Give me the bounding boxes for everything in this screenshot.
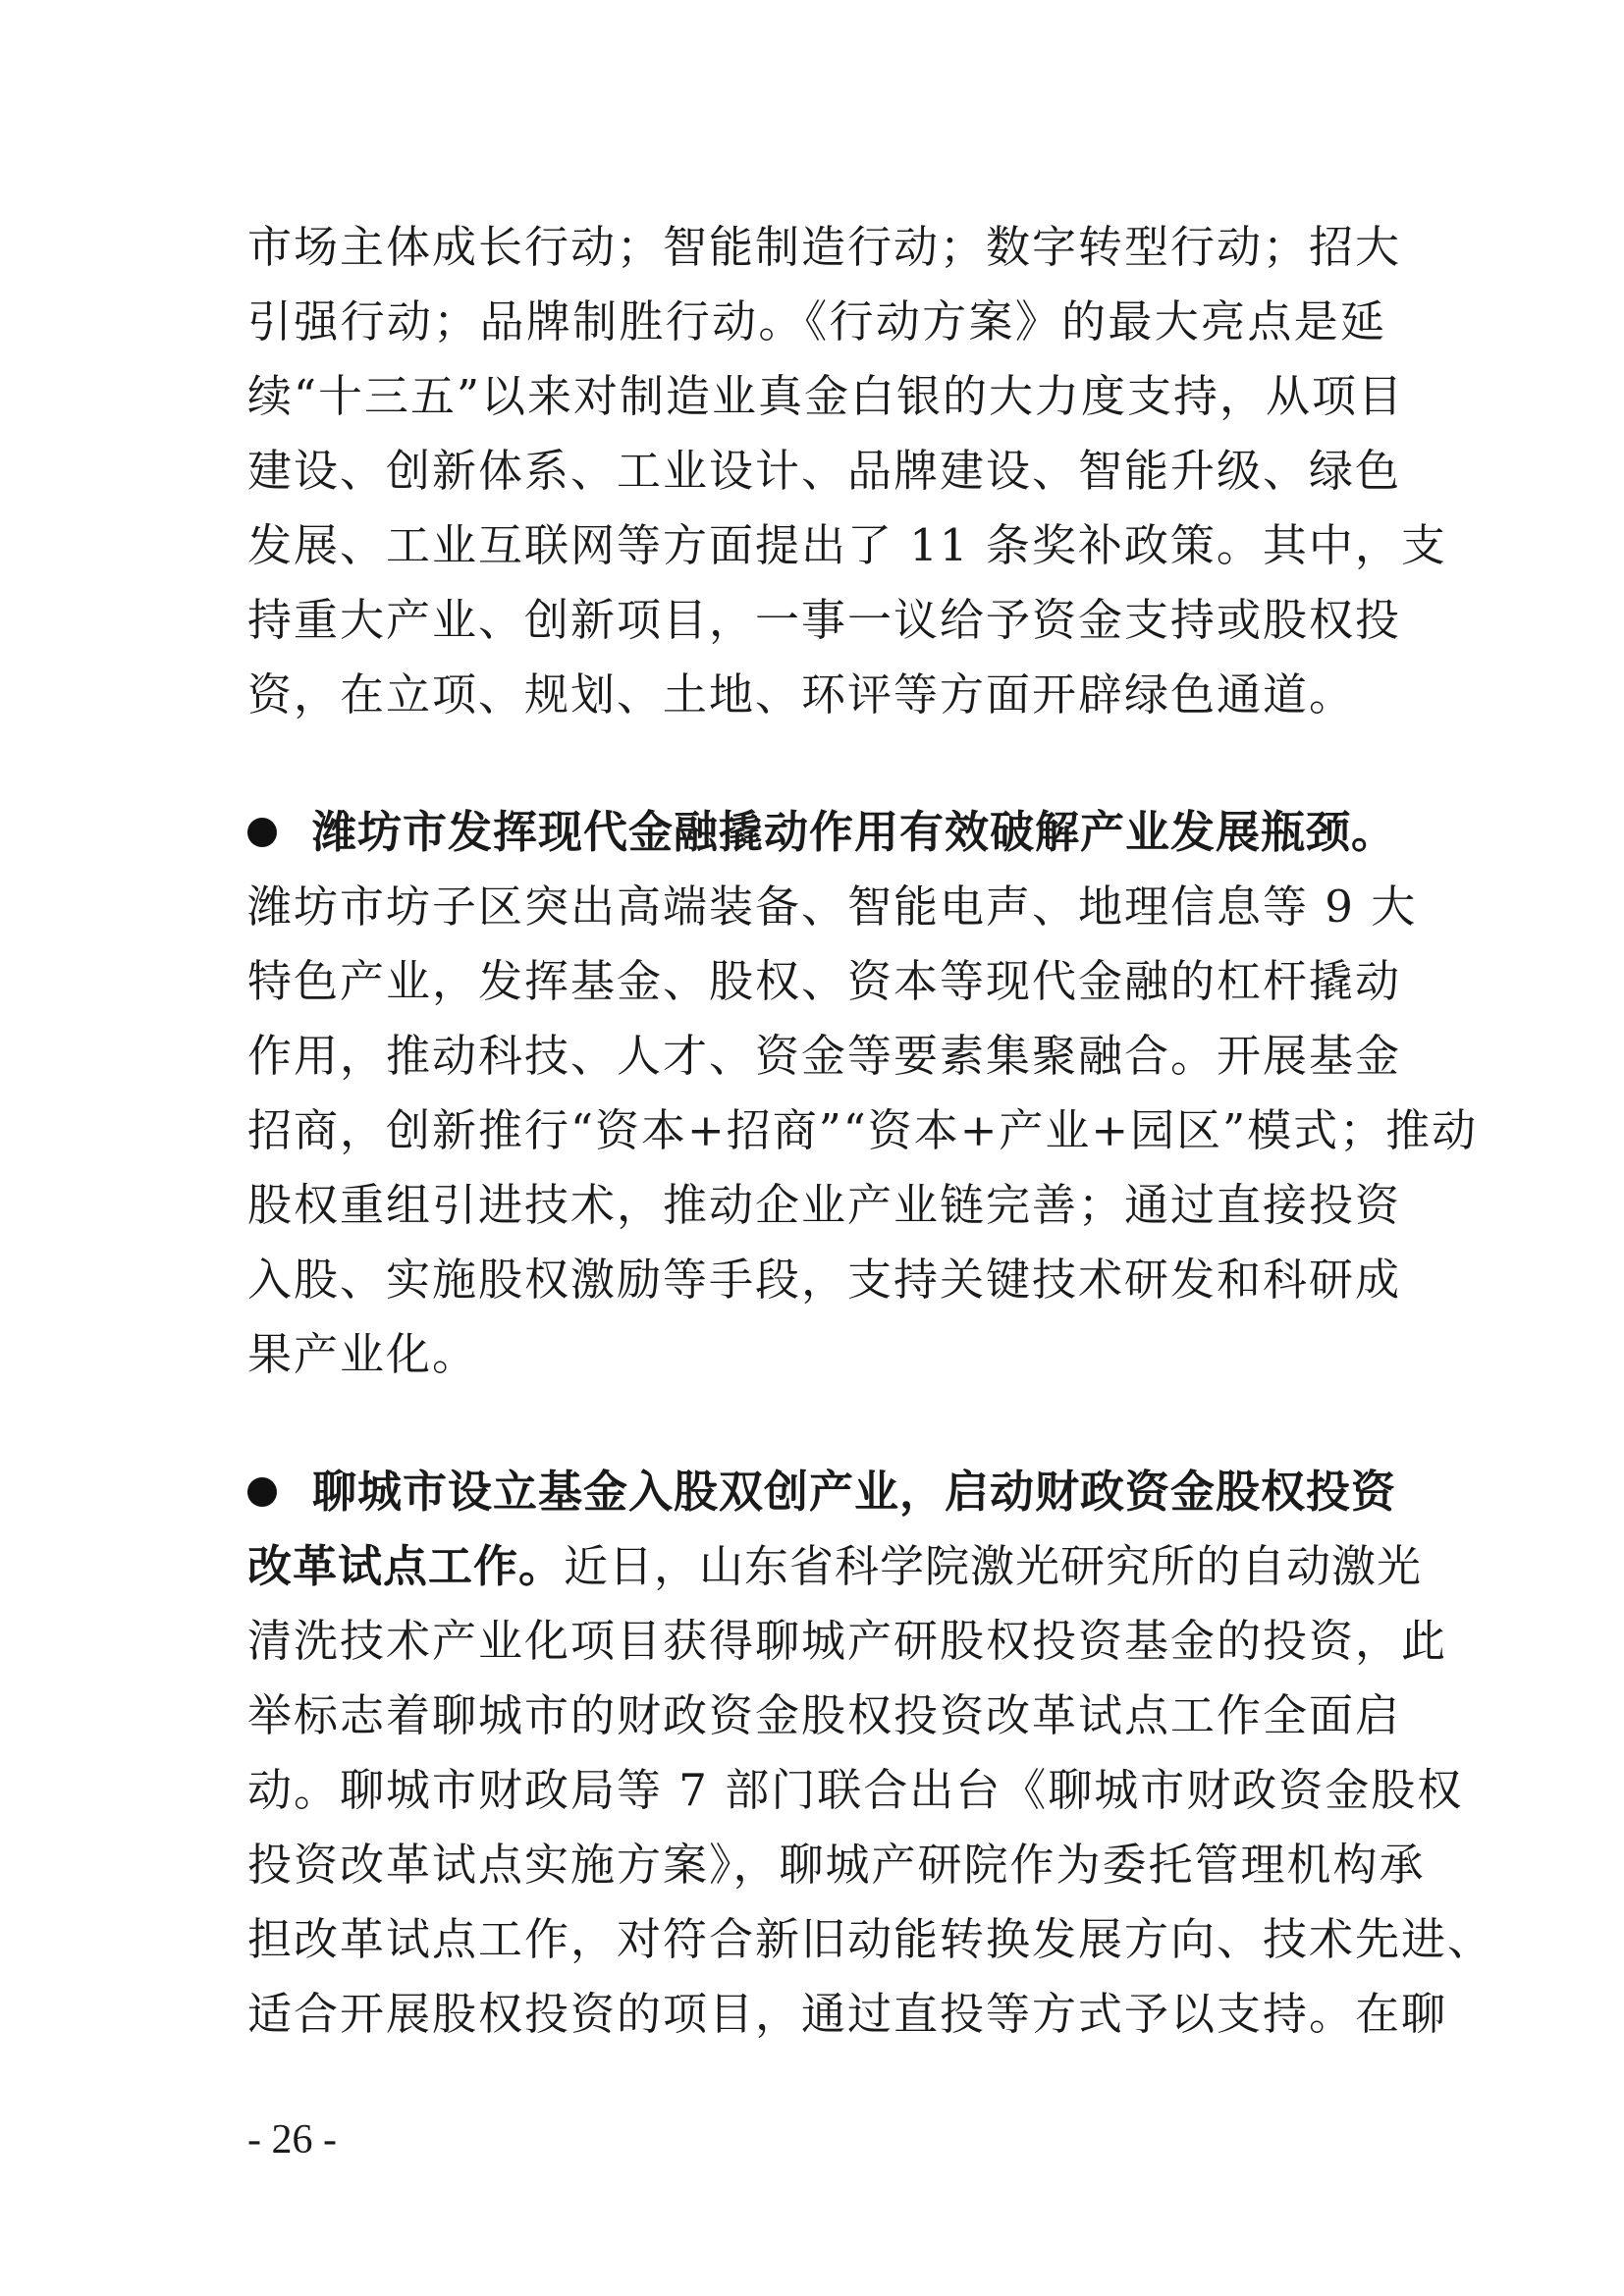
paragraph-line: 资，在立项、规划、土地、环评等方面开辟绿色通道。 [247,668,1356,721]
paragraph-line: 发展、工业互联网等方面提出了 11 条奖补政策。其中，支 [247,519,1447,571]
heading-text: 潍坊市发挥现代金融撬动作用有效破解产业发展瓶颈。 [312,806,1397,858]
heading-text: 聊城市设立基金入股双创产业，启动财政资金股权投资 [312,1466,1397,1518]
paragraph-line: 适合开展股权投资的项目，通过直投等方式予以支持。在聊 [247,1988,1448,2040]
paragraph-line: 引强行动；品牌制胜行动。《行动方案》的最大亮点是延 [247,295,1386,347]
paragraph-line: 作用，推动科技、人才、资金等要素集聚融合。开展基金 [247,1030,1402,1082]
paragraph-line: 果产业化。 [247,1328,479,1380]
paragraph-line: 建设、创新体系、工业设计、品牌建设、智能升级、绿色 [247,445,1402,497]
paragraph-text: 近日，山东省科学院激光研究所的自动激光 [564,1540,1423,1592]
paragraph-line: 清洗技术产业化项目获得聊城产研股权投资基金的投资，此 [247,1615,1448,1667]
paragraph-line: 特色产业，发挥基金、股权、资本等现代金融的杠杆撬动 [247,955,1402,1007]
paragraph-line: 投资改革试点实施方案》，聊城产研院作为委托管理机构承 [247,1839,1426,1891]
bullet-icon [247,1477,277,1507]
section-heading [247,803,1397,862]
paragraph-line: 担改革试点工作，对符合新旧动能转换发展方向、技术先进、 [247,1913,1494,1965]
paragraph-line: 市场主体成长行动；智能制造行动；数字转型行动；招大 [247,221,1402,273]
paragraph-line: 动。聊城市财政局等 7 部门联合出台《聊城市财政资金股权 [247,1764,1464,1816]
paragraph-line: 入股、实施股权激励等手段，支持关键技术研发和科研成 [247,1254,1402,1306]
section-heading [247,1463,1397,1522]
page-number: - 26 - [247,2117,337,2163]
paragraph-line: 举标志着聊城市的财政资金股权投资改革试点工作全面启 [247,1689,1402,1741]
paragraph-line: 续“十三五”以来对制造业真金白银的大力度支持，从项目 [247,370,1405,422]
paragraph-line: 股权重组引进技术，推动企业产业链完善；通过直接投资 [247,1179,1402,1231]
heading-continuation [247,1537,1423,1596]
paragraph-line: 招商，创新推行“资本+招商”“资本+产业+园区”模式；推动 [247,1104,1479,1156]
heading-text: 改革试点工作。 [247,1540,565,1592]
paragraph-line: 持重大产业、创新项目，一事一议给予资金支持或股权投 [247,594,1402,646]
bullet-icon [247,818,277,847]
paragraph-line: 潍坊市坊子区突出高端装备、智能电声、地理信息等 9 大 [247,881,1418,933]
